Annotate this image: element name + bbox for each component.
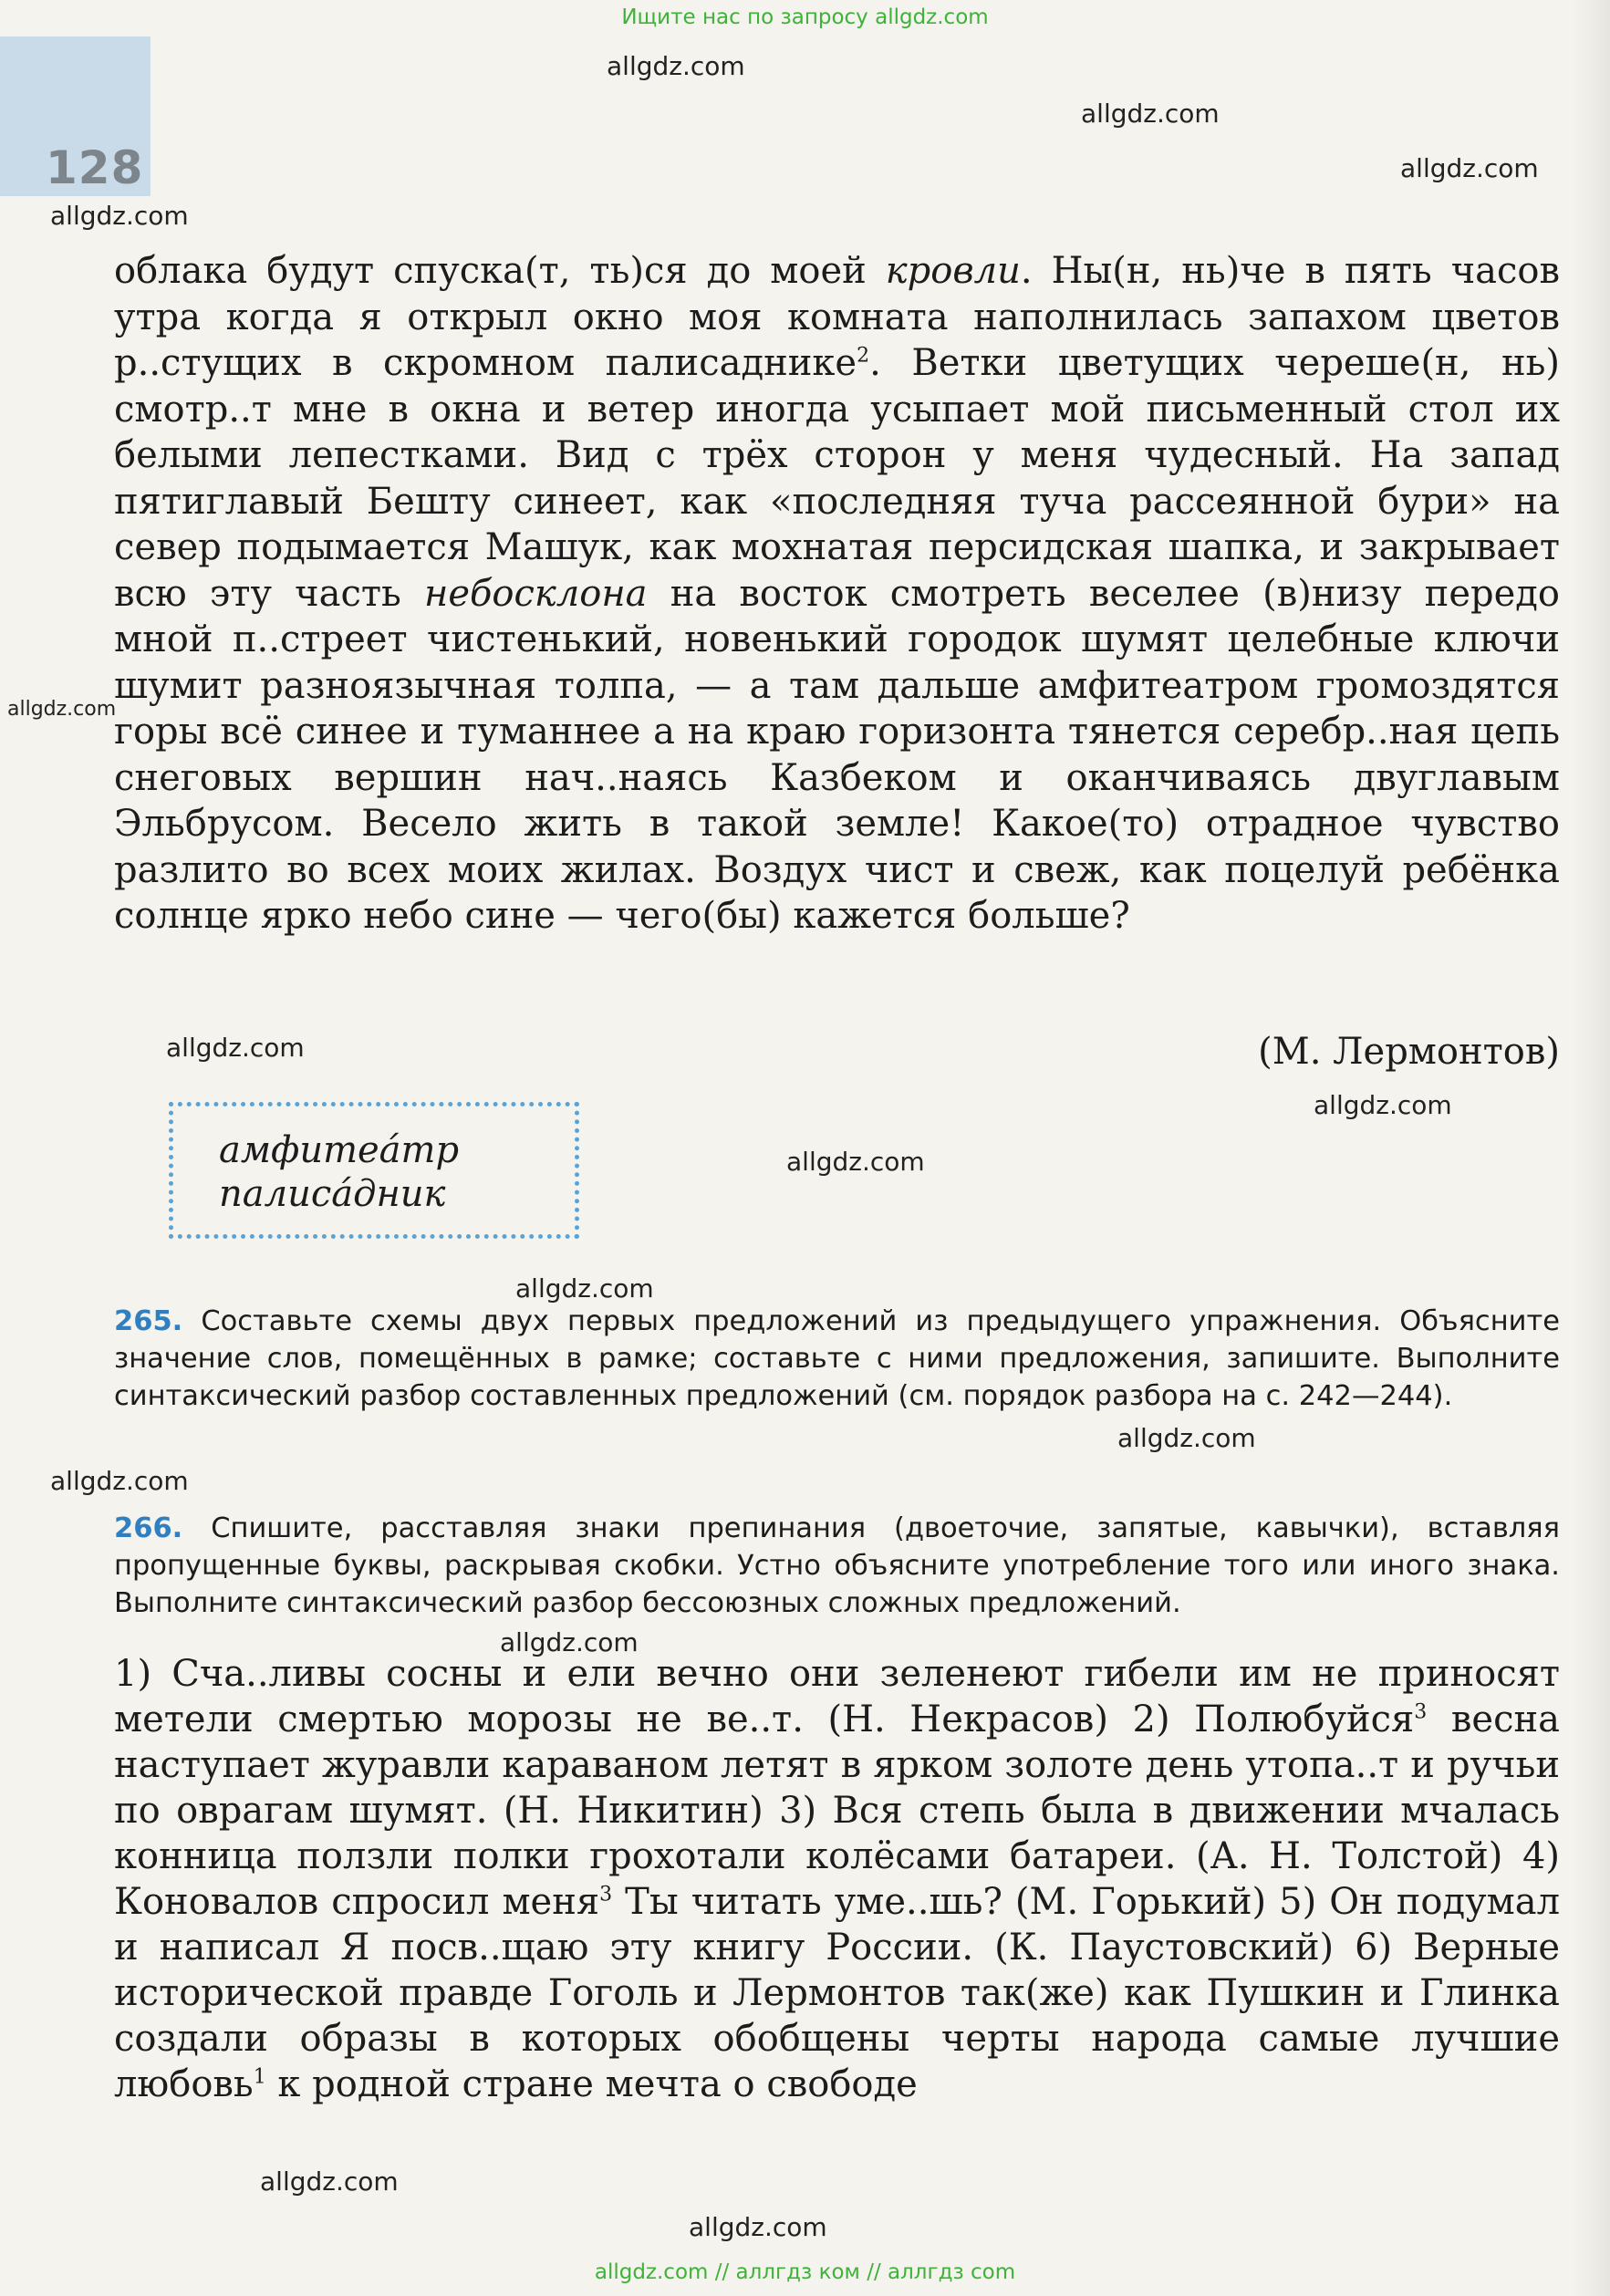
watermark: allgdz.com [1314,1090,1452,1120]
watermark: allgdz.com [607,51,745,81]
sentence-text: Ты читать уме..шь? (М. Горький) 5) Он подумал и написал Я посв..щаю эту книгу России. (К. Паустовский) 6) Верные исторической правде Гоголь и Лермонтов так(же) как Пушкин и Глинка создали образы в которых обобщены черты народа самые лучшие любовь [114,1881,1560,2105]
exercise-sentences [114,1651,1560,2107]
passage-author: (М. Лермонтов) [1258,1031,1560,1073]
exercise-number: 266. [114,1512,183,1544]
vocabulary-box [169,1102,579,1239]
passage-text: на восток смотреть веселее (в)низу передо мной п..стреет чистенький, новенький городок шумят целебные ключи шумит разноязычная толпа, — а там дальше амфитеатром громоздятся горы всё синее и туманнее а на краю горизонта тянется серебр..ная цепь снеговых вершин нач..наясь Казбеком и оканчиваясь двуглавым Эльбрусом. Весело жить в такой земле! Какое(то) отрадное чувство разлито во всех моих жилах. Воздух чист и свеж, как поцелуй ребёнка солнце ярко небо сине — чего(бы) кажется больше? [114,572,1560,937]
watermark: allgdz.com [7,698,117,721]
footnote-marker: 3 [599,1883,613,1906]
watermark: allgdz.com [166,1033,305,1063]
watermark-bottom[interactable]: allgdz.com // аллгдз ком // аллгдз com [594,2260,1016,2284]
watermark-top[interactable]: Ищите нас по запросу allgdz.com [621,5,989,29]
watermark: allgdz.com [689,2212,827,2242]
watermark: allgdz.com [1081,99,1220,129]
vocab-word-palisade: палисáдник [219,1173,446,1215]
watermark: allgdz.com [260,2166,399,2197]
watermark: allgdz.com [50,1466,189,1496]
watermark: allgdz.com [1117,1423,1256,1453]
watermark: allgdz.com [515,1273,654,1304]
exercise-number: 265. [114,1305,183,1337]
italic-word: кровли [885,250,1021,292]
passage-text: . Ветки цветущих череше(н, нь) смотр..т мне в окна и ветер иногда усыпает мой письменный стол их белыми лепестками. Вид с трёх сторон у меня чудесный. На запад пятиглавый Бешту синеет, как «последняя туча рассеянной бури» на север подымается Машук, как мохнатая персидская шапка, и закрывает всю эту часть [114,342,1560,615]
footnote-marker: 3 [1414,1700,1428,1724]
vocab-word-amphitheatre: амфитеáтр [219,1129,460,1171]
page-edge-shadow [1574,0,1610,2296]
footnote-marker: 2 [857,344,870,368]
watermark: allgdz.com [1400,153,1539,183]
footnote-marker: 1 [253,2065,266,2089]
sentence-text: 1) Сча..ливы сосны и ели вечно они зеленеют гибели им не приносят метели смертью морозы не ве..т. (Н. Некрасов) 2) Полюбуйся [114,1653,1560,1740]
exercise-266 [114,1510,1560,1622]
exercise-instructions: Спишите, расставляя знаки препинания (двоеточие, запятые, кавычки), вставляя пропущенные буквы, раскрывая скобки. Устно объясните употребление того или иного знака. Выполните синтаксический разбор бессоюзных сложных предложений. [114,1512,1560,1619]
watermark: allgdz.com [786,1147,925,1177]
exercise-265 [114,1303,1560,1415]
passage-text: . Ны(н, нь)че в пять часов утра когда я открыл окно моя комната наполнилась запахом цветов р..стущих в скромном палисаднике [114,250,1560,384]
page-number: 128 [46,141,144,194]
sentence-text: весна наступает журавли караваном летят в ярком золоте день утопа..т и ручьи по оврагам шумят. (Н. Никитин) 3) Вся степь была в движении мчалась конница ползли полки грохотали колёсами батареи. (А. Н. Толстой) 4) Коновалов спросил меня [114,1699,1560,1923]
sentence-text: к родной стране мечта о свободе [265,2063,918,2105]
watermark: allgdz.com [500,1627,639,1657]
watermark: allgdz.com [50,201,189,231]
italic-word: небосклона [423,572,648,615]
exercise-instructions: Составьте схемы двух первых предложений из предыдущего упражнения. Объясните значение слов, помещённых в рамке; составьте с ними предложения, запишите. Выполните синтаксический разбор составленных предложений (см. порядок разбора на с. 242—244). [114,1305,1560,1412]
lermontov-passage [114,248,1560,940]
passage-text: облака будут спуска(т, ть)ся до моей [114,250,886,292]
